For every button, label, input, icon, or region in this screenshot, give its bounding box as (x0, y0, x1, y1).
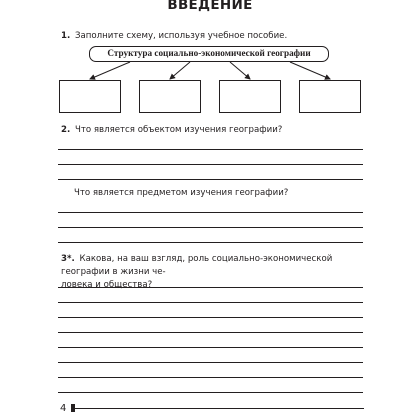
scheme-title: Структура социально-экономической географии (89, 46, 329, 62)
task2-prompt (61, 124, 282, 137)
answer-line[interactable] (58, 362, 363, 363)
answer-line[interactable] (58, 227, 363, 228)
answer-line[interactable] (58, 302, 363, 303)
scheme-box-1[interactable] (59, 80, 121, 113)
answer-line[interactable] (58, 212, 363, 213)
task1-number: 1. (61, 31, 71, 41)
scheme-box-2[interactable] (139, 80, 201, 113)
scheme-arrow-3 (230, 62, 250, 79)
scheme-arrow-1 (90, 62, 130, 79)
answer-line[interactable] (58, 149, 363, 150)
answer-line[interactable] (58, 332, 363, 333)
page-number: 4 (60, 403, 67, 414)
scheme-arrow-2 (170, 62, 190, 79)
task3-number: 3*. (61, 254, 75, 264)
scheme-arrow-4 (290, 62, 330, 79)
scheme-diagram (0, 0, 420, 130)
scheme-box-3[interactable] (219, 80, 281, 113)
task2-number: 2. (61, 125, 71, 135)
task3-question-line2: ловека и общества? (61, 280, 153, 290)
task2-sub-question: Что является предметом изучения географии? (74, 188, 289, 198)
answer-line[interactable] (58, 377, 363, 378)
task2-question: Что является объектом изучения географии? (74, 125, 283, 135)
answer-line[interactable] (58, 179, 363, 180)
scheme-box-4[interactable] (299, 80, 361, 113)
page-title: ВВЕДЕНИЕ (167, 0, 253, 13)
answer-line[interactable] (58, 392, 363, 393)
answer-line[interactable] (58, 347, 363, 348)
answer-line[interactable] (58, 242, 363, 243)
task1-text: Заполните схему, используя учебное пособие. (74, 31, 288, 41)
task3-question-line1: Какова, на ваш взгляд, роль социально-экономической географии в жизни че- (61, 254, 333, 277)
answer-line[interactable] (58, 287, 363, 288)
answer-line[interactable] (58, 164, 363, 165)
footer-rule (72, 408, 364, 409)
answer-line[interactable] (58, 317, 363, 318)
